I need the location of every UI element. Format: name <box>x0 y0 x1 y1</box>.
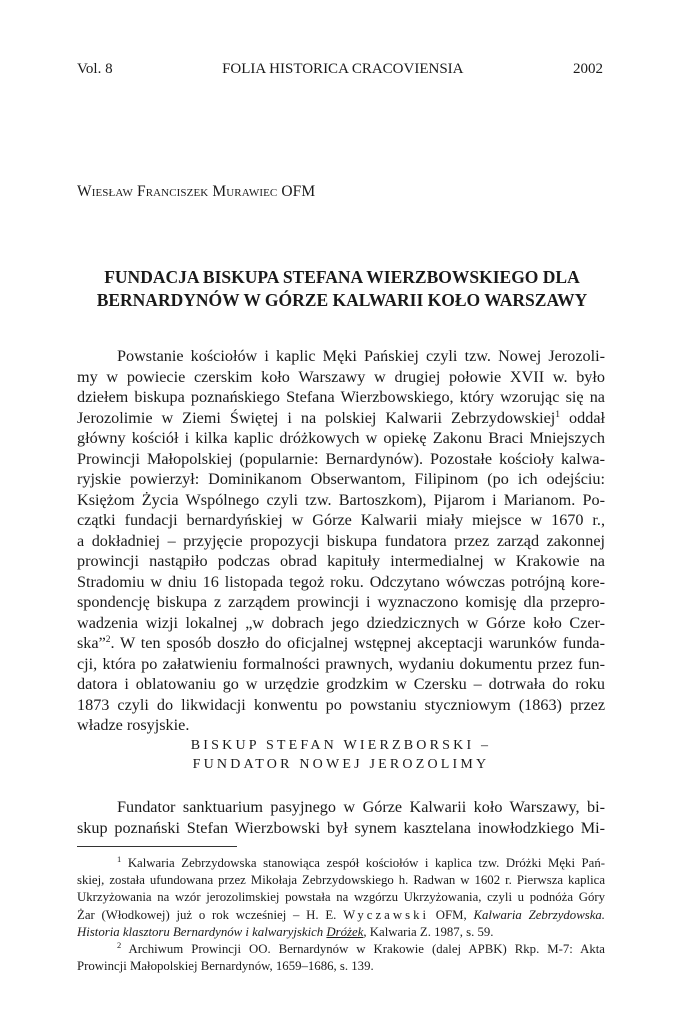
volume-number: Vol. 8 <box>77 61 113 77</box>
text-line: Fundator sanktuarium pasyjnego w Górze Kalwarii koło Warszawy, bi- <box>117 798 605 816</box>
author-order: OFM <box>281 183 316 200</box>
text-line: władze rosyjskie. <box>77 716 190 734</box>
text-line <box>77 924 605 941</box>
text-line <box>77 633 605 654</box>
text-line: datora i oblatowaniu go w urzędzie grodzkim w Czersku – dotrwała do roku <box>77 675 605 693</box>
paragraph <box>77 346 605 736</box>
text-line: dziełem biskupa poznańskiego Stefana Wierzbowskiego, który wzorując się na <box>77 388 605 406</box>
text-fragment: . W ten sposób doszło do oficjalnej wstępnej akceptacji warunków funda- <box>110 634 605 652</box>
footnote-number: 1 <box>117 855 122 864</box>
text-line: wadzenia wizji lokalnej „w dobrach jego dziedzicznych w Górze koło Czer- <box>77 613 605 632</box>
text-line: Ukrzyżowania na wzór jerozolimskiej powstała na wzgórzu Ukrzyżowania, czyli u podnóża Góry <box>77 890 605 905</box>
text-line: czątki fundacji bernardyńskiej w Górze Kalwarii miały miejsce w 1670 r., <box>77 511 605 529</box>
footnote-ref[interactable]: 1 <box>555 409 561 420</box>
body-text <box>77 346 605 736</box>
text-line: prowincji nastąpiło podczas obrad kapituły intermedialnej w Krakowie na <box>77 552 605 570</box>
text-line: spondencję biskupa z zarządem prowincji i wyznaczono komisję dla przepro- <box>77 593 605 611</box>
text-line: Prowincji Małopolskiej (popularnie: Bernardynów). Pozostałe kościoły kalwa- <box>77 449 605 468</box>
cited-author: Wyczawski <box>343 907 430 922</box>
author-surname: Murawiec <box>212 183 278 200</box>
text-line: ryjskie powierzył: Dominikanom Obserwantom, Filipinom (po ich odejściu: <box>77 470 605 488</box>
publication-year: 2002 <box>573 61 603 77</box>
body-text <box>77 797 605 838</box>
cited-title: Historia klasztoru Bernardynów i kalwaryjskich <box>77 924 327 939</box>
footnote-number: 2 <box>117 940 122 950</box>
footnote-ref[interactable]: 2 <box>105 635 111 645</box>
text-fragment: oddał <box>560 408 605 427</box>
footnote <box>77 855 605 941</box>
text-line: a dokładniej – przyjęcie propozycji biskupa fundatora przez zarząd zakonnej <box>77 531 605 550</box>
text-line <box>77 941 605 958</box>
text-fragment: , Kalwaria Z. 1987, s. 59. <box>363 924 494 939</box>
section-heading-line: FUNDATOR NOWEJ JEROZOLIMY <box>192 757 490 772</box>
author-second-name: Franciszek <box>136 183 209 200</box>
article-author <box>77 183 315 201</box>
text-line <box>77 855 605 872</box>
text-line: 1873 czyli do likwidacji konwentu po powstaniu styczniowym (1863) przez <box>77 695 605 714</box>
section-heading-line: BISKUP STEFAN WIERZBORSKI – <box>190 738 492 753</box>
title-line: BERNARDYNÓW W GÓRZE KALWARII KOŁO WARSZAWY <box>96 290 588 310</box>
text-line: Powstanie kościołów i kaplic Męki Pańskiej czyli tzw. Nowej Jerozoli- <box>117 347 605 365</box>
text-line: skup poznański Stefan Wierzbowski był synem kasztelana inowłodzkiego Mi- <box>77 818 605 837</box>
footnotes <box>77 855 605 975</box>
article-title <box>77 266 607 312</box>
paragraph <box>77 797 605 838</box>
cited-title: Kalwaria Zebrzydowska. <box>473 907 605 922</box>
journal-title: FOLIA HISTORICA CRACOVIENSIA <box>222 61 464 77</box>
text-fragment: ska” <box>77 634 106 652</box>
running-head <box>77 59 603 79</box>
text-line: cji, która po załatwieniu formalności prawnych, wydaniu dokumentu przez fun- <box>77 654 605 673</box>
text-line: główny kościół i kilka kaplic dróżkowych w opiekę Zakonu Braci Mniejszych <box>77 429 605 447</box>
footnote-divider <box>77 846 237 847</box>
section-heading <box>77 736 605 774</box>
title-line: FUNDACJA BISKUPA STEFANA WIERZBOWSKIEGO DLA <box>104 267 580 287</box>
text-line: Prowincji Małopolskiej Bernardynów, 1659–1686, s. 139. <box>77 959 374 974</box>
text-line <box>77 907 605 924</box>
text-fragment: OFM, <box>429 907 474 922</box>
text-fragment: Kalwaria Zebrzydowska stanowiąca zespół kościołów i kaplica tzw. Dróżki Męki Pań- <box>127 856 605 870</box>
text-fragment: Jerozolimie w Ziemi Świętej i na polskiej Kalwarii Zebrzydowskiej <box>77 408 556 427</box>
text-line: Stradomiu w dniu 16 listopada tegoż roku. Odczytano wówczas potrójną kore- <box>77 572 605 591</box>
text-line: skiej, została ufundowana przez Mikołaja Zebrzydowskiego h. Radwan w 1602 r. Pierwsza kaplica <box>77 873 605 888</box>
text-line: Księżom Życia Wspólnego czyli tzw. Bartoszkom), Pijarom i Marianom. Po- <box>77 490 605 509</box>
cited-title: Dróżek <box>326 924 364 939</box>
text-fragment: Archiwum Prowincji OO. Bernardynów w Krakowie (dalej APBK) Rkp. M-7: Akta <box>128 941 605 956</box>
author-given-name: Wiesław <box>77 183 133 200</box>
footnote <box>77 941 605 975</box>
text-line: my w powiecie czerskim koło Warszawy w drugiej połowie XVII w. było <box>77 367 605 386</box>
text-fragment: Żar (Włodkowej) już o rok wcześniej – H. E. <box>77 907 344 922</box>
text-line <box>77 408 605 429</box>
